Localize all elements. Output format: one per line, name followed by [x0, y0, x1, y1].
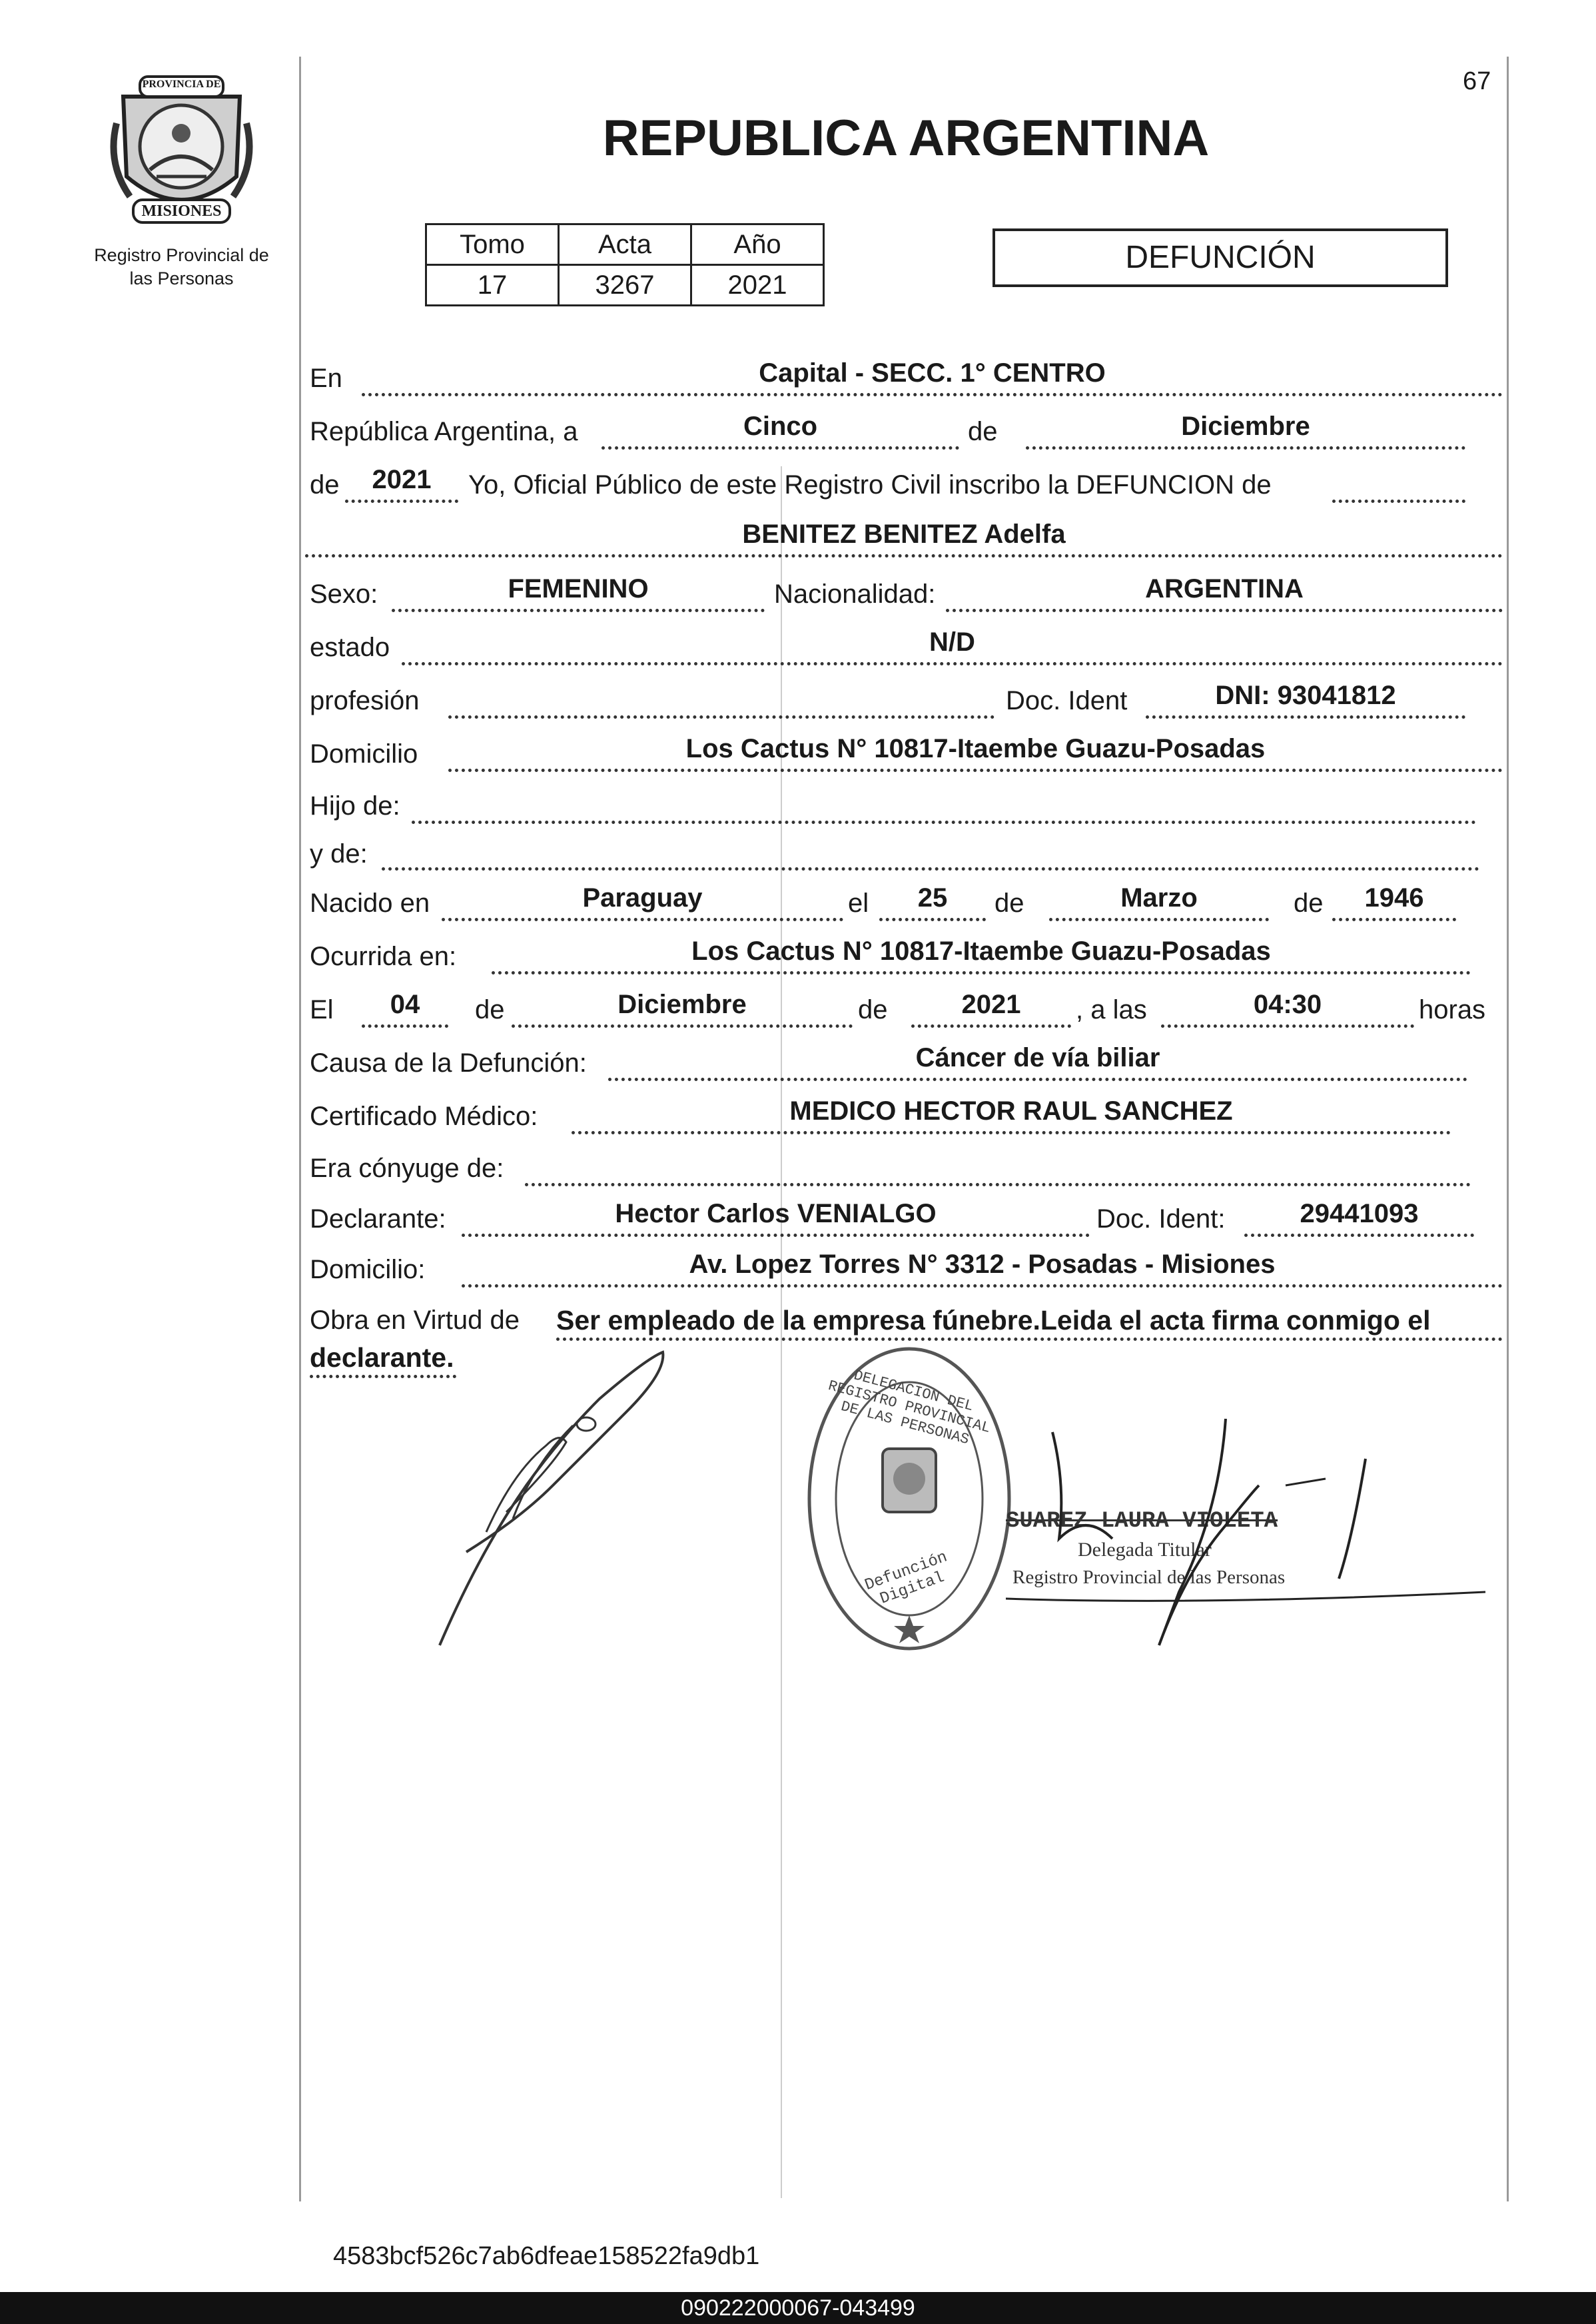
de-label-2: de	[310, 470, 340, 500]
declarant-signature	[426, 1332, 679, 1652]
certificado-label: Certificado Médico:	[310, 1102, 538, 1131]
page-number: 67	[1463, 67, 1491, 95]
doc-ident2-label: Doc. Ident:	[1096, 1204, 1226, 1234]
domicilio2-label: Domicilio:	[310, 1255, 426, 1284]
domicilio-value: Los Cactus N° 10817-Itaembe Guazu-Posadas	[685, 734, 1266, 763]
alas-label: , a las	[1076, 995, 1147, 1024]
barcode-footer: 090222000067-043499	[0, 2292, 1596, 2324]
domicilio2-line	[462, 1284, 1503, 1288]
dia-value: Cinco	[743, 412, 818, 441]
ocurrida-line	[492, 971, 1471, 974]
obra-line-1	[556, 1338, 1503, 1341]
left-margin-line	[299, 57, 301, 2201]
republica-label: República Argentina, a	[310, 417, 578, 446]
en-value: Capital - SECC. 1° CENTRO	[759, 358, 1106, 388]
nacionalidad-value: ARGENTINA	[1145, 574, 1304, 603]
nac-mes-line	[1049, 918, 1269, 921]
el-label: el	[848, 889, 869, 918]
estado-value: N/D	[929, 627, 975, 657]
nombre-line	[305, 554, 1503, 558]
def-hora-value: 04:30	[1253, 990, 1322, 1019]
certificado-value: MEDICO HECTOR RAUL SANCHEZ	[789, 1096, 1233, 1126]
dia-line	[601, 446, 959, 450]
de-label-3: de	[995, 889, 1024, 918]
nac-dia-value: 25	[917, 883, 948, 913]
nac-anio-line	[1332, 918, 1456, 921]
official-name: SUAREZ LAURA VIOLETA	[1006, 1509, 1278, 1534]
declarante-label: Declarante:	[310, 1204, 446, 1234]
nacido-line	[442, 918, 843, 921]
doc-ident2-line	[1244, 1234, 1474, 1237]
mes-line	[1026, 446, 1465, 450]
record-value-acta: 3267	[559, 265, 691, 306]
de-label-6: de	[858, 995, 888, 1024]
en-line	[362, 393, 1503, 396]
oficial-text: Yo, Oficial Público de este Registro Civil inscribo la DEFUNCION de	[468, 470, 1272, 500]
declarante-value: Hector Carlos VENIALGO	[615, 1199, 937, 1228]
def-mes-value: Diciembre	[617, 990, 747, 1019]
obra-value-2: declarante.	[310, 1342, 454, 1373]
official-signature	[1006, 1405, 1492, 1659]
hijo-line	[412, 821, 1476, 824]
anio-line	[345, 500, 458, 503]
sexo-label: Sexo:	[310, 580, 378, 609]
de-label-1: de	[968, 417, 998, 446]
def-dia-line	[362, 1024, 448, 1028]
seal-text-top: PROVINCIA DE	[142, 79, 221, 90]
record-header-acta: Acta	[559, 224, 691, 265]
record-header-row	[426, 224, 824, 265]
document-hash: 4583bcf526c7ab6dfeae158522fa9db1	[333, 2242, 760, 2270]
def-anio-value: 2021	[961, 990, 1021, 1019]
nac-anio-value: 1946	[1364, 883, 1424, 913]
causa-label: Causa de la Defunción:	[310, 1048, 587, 1078]
sexo-value: FEMENINO	[508, 574, 649, 603]
sexo-line	[392, 609, 765, 612]
stamp-inner-text: Defunción Digital	[862, 1548, 950, 1609]
record-table	[425, 223, 825, 306]
ocurrida-label: Ocurrida en:	[310, 942, 457, 971]
domicilio-line	[448, 769, 1503, 772]
conyuge-line	[525, 1183, 1471, 1186]
doc-ident-value: DNI: 93041812	[1215, 681, 1396, 710]
horas-label: horas	[1419, 995, 1486, 1024]
mes-value: Diciembre	[1181, 412, 1310, 441]
page-title: REPUBLICA ARGENTINA	[602, 110, 1210, 167]
de-label-4: de	[1294, 889, 1324, 918]
record-value-tomo: 17	[426, 265, 559, 306]
def-anio-line	[911, 1024, 1071, 1028]
de-label-5: de	[475, 995, 505, 1024]
estado-line	[402, 662, 1503, 665]
record-header-anio: Año	[691, 224, 824, 265]
yde-line	[382, 867, 1479, 871]
record-header-tomo: Tomo	[426, 224, 559, 265]
nacido-label: Nacido en	[310, 889, 430, 918]
nacido-value: Paraguay	[582, 883, 703, 913]
declarante-line	[462, 1234, 1090, 1237]
conyuge-label: Era cónyuge de:	[310, 1154, 504, 1183]
seal-text-bottom: MISIONES	[141, 202, 222, 220]
doc-ident-label: Doc. Ident	[1006, 686, 1128, 715]
el2-label: El	[310, 995, 334, 1024]
def-hora-line	[1161, 1024, 1414, 1028]
estado-label: estado	[310, 633, 390, 662]
hijo-label: Hijo de:	[310, 791, 400, 821]
doc-ident2-value: 29441093	[1300, 1199, 1419, 1228]
yde-label: y de:	[310, 839, 368, 869]
anio-value: 2021	[372, 465, 432, 494]
obra-label: Obra en Virtud de	[310, 1306, 520, 1335]
causa-line	[608, 1078, 1467, 1081]
nacionalidad-label: Nacionalidad:	[774, 580, 936, 609]
record-value-anio: 2021	[691, 265, 824, 306]
domicilio-label: Domicilio	[310, 739, 418, 769]
official-office: Registro Provincial de las Personas	[1012, 1567, 1286, 1588]
official-stamp	[803, 1342, 1016, 1655]
right-margin-line	[1507, 57, 1509, 2201]
record-value-row	[426, 265, 824, 306]
oficial-line	[1332, 500, 1465, 503]
record-type-box: DEFUNCIÓN	[993, 228, 1448, 287]
nacionalidad-line	[946, 609, 1503, 612]
obra-value-1: Ser empleado de la empresa fúnebre.Leida el acta firma conmigo el	[556, 1305, 1431, 1336]
profesion-line	[448, 715, 995, 719]
ocurrida-value: Los Cactus N° 10817-Itaembe Guazu-Posadas	[691, 937, 1271, 966]
official-role: Delegada Titular	[1078, 1539, 1212, 1561]
stamp-outer-text: DELEGACION DEL REGISTRO PROVINCIAL DE LAS PERSONAS	[826, 1367, 993, 1449]
registry-line1: Registro Provincial de	[94, 245, 269, 265]
registry-line2: las Personas	[129, 268, 234, 288]
def-dia-value: 04	[390, 990, 420, 1019]
nombre-value: BENITEZ BENITEZ Adelfa	[742, 520, 1066, 549]
en-label: En	[310, 364, 342, 393]
nac-mes-value: Marzo	[1120, 883, 1198, 913]
province-seal-logo	[110, 70, 253, 226]
profesion-label: profesión	[310, 686, 420, 715]
certificado-line	[572, 1131, 1451, 1134]
doc-ident-line	[1146, 715, 1465, 719]
nac-dia-line	[879, 918, 986, 921]
def-mes-line	[512, 1024, 853, 1028]
domicilio2-value: Av. Lopez Torres N° 3312 - Posadas - Misiones	[689, 1250, 1276, 1279]
causa-value: Cáncer de vía biliar	[915, 1043, 1160, 1072]
